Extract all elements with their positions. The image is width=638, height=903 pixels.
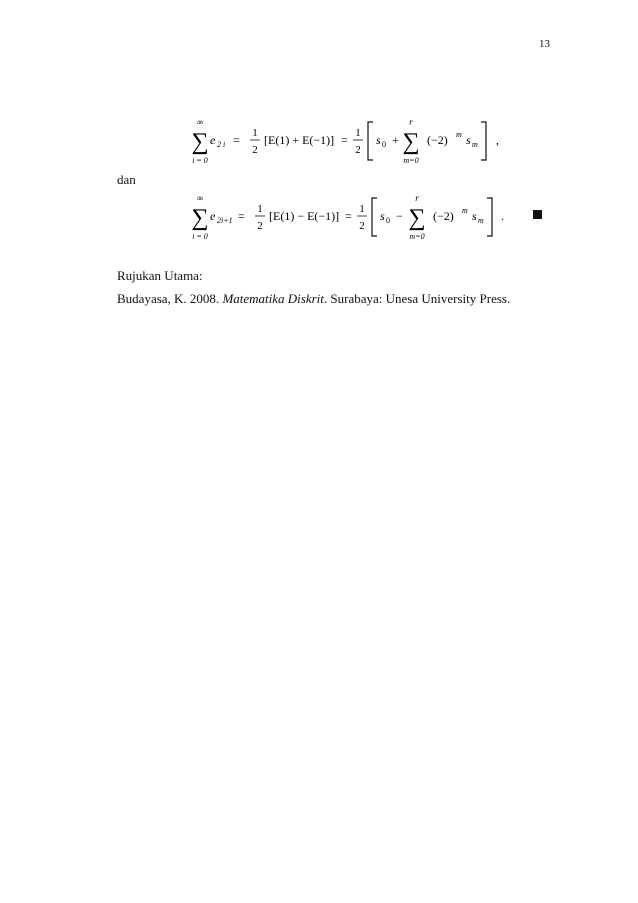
inner-last-subscript: m [478,216,484,225]
equation-even-sum-svg [178,113,508,171]
inner-last-subscript: m [472,140,478,149]
equals-sign: = [233,133,240,147]
fraction-numerator-second: 1 [355,127,361,139]
sum-lower-limit: i = 0 [192,232,208,241]
term-e: e [210,133,216,147]
references-heading: Rujukan Utama: [117,268,203,283]
equation-even-sum [178,113,508,171]
inner-factor-exponent: m [462,206,468,215]
inner-sum-lower-limit: m=0 [403,156,419,165]
equation-punctuation: , [496,133,499,147]
term-e: e [210,209,216,223]
equation-punctuation: . [501,209,504,223]
fraction-denominator-second: 2 [359,220,365,232]
sum-upper-limit: ∞ [196,117,204,127]
fraction-numerator: 1 [252,127,258,139]
inner-last-term: s [466,133,471,147]
equation-odd-sum [178,189,508,247]
inner-first-subscript: 0 [382,140,386,149]
inner-sum-upper-limit: r [409,117,413,127]
fraction-denominator: 2 [252,144,258,156]
left-big-bracket [368,122,373,160]
fraction-denominator: 2 [257,220,263,232]
summation-symbol: ∑ [191,205,209,231]
inner-last-term: s [472,209,477,223]
inner-summation-symbol: ∑ [408,205,426,231]
reference-title: Matematika Diskrit [222,291,324,306]
bracket-expression: [E(1) − E(−1)] [269,209,340,223]
reference-suffix: . Surabaya: Unesa University Press. [323,291,511,306]
inner-sum-lower-limit: m=0 [409,232,425,241]
equals-sign: = [238,209,245,223]
inner-first-term: s [376,133,381,147]
reference-prefix: Budayasa, K. 2008. [117,291,223,306]
sum-lower-limit: i = 0 [192,156,208,165]
fraction-denominator-second: 2 [355,144,361,156]
equals-sign-second: = [345,209,352,223]
inner-factor: (−2) [433,209,454,223]
equation-odd-sum-svg [178,189,508,247]
bracket-expression: [E(1) + E(−1)] [264,133,335,147]
inner-sum-upper-limit: r [415,193,419,203]
summation-symbol: ∑ [191,129,209,155]
right-big-bracket [487,198,492,236]
left-big-bracket [372,198,377,236]
term-subscript: 2i+1 [217,216,233,225]
inner-first-subscript: 0 [386,216,390,225]
term-subscript: 2 i [217,140,226,149]
right-big-bracket [481,122,486,160]
connector-word: dan [117,172,136,187]
inner-first-term: s [380,209,385,223]
fraction-numerator: 1 [257,203,263,215]
inner-operator: − [396,209,403,223]
page-number: 13 [539,38,550,50]
sum-upper-limit: ∞ [196,193,204,203]
fraction-numerator-second: 1 [359,203,365,215]
inner-summation-symbol: ∑ [402,129,420,155]
qed-square [533,210,542,219]
inner-factor-exponent: m [456,130,462,139]
reference-item [117,291,510,307]
equals-sign-second: = [341,133,348,147]
inner-factor: (−2) [427,133,448,147]
inner-operator: + [392,133,399,147]
